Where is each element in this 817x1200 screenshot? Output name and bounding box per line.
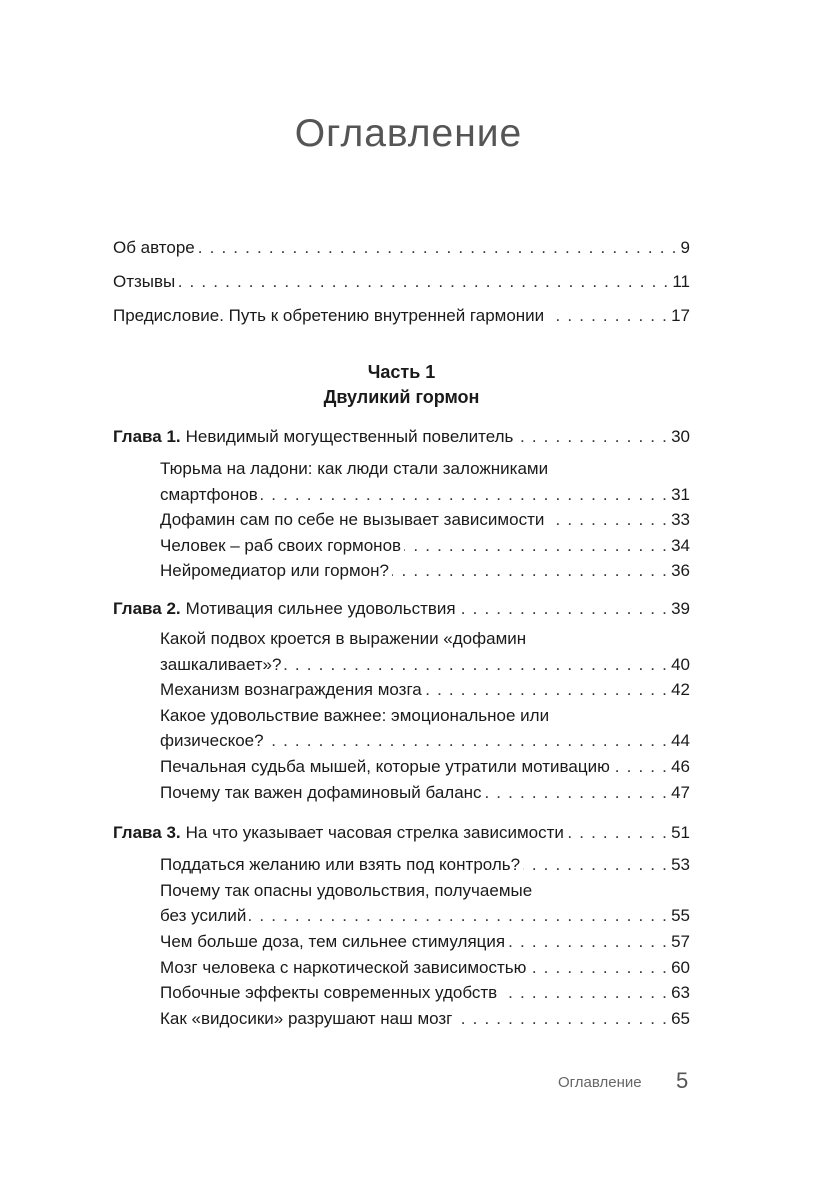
chapter-label: Глава 1. xyxy=(113,427,181,446)
entry-page: 51 xyxy=(671,823,690,843)
dot-leader xyxy=(567,820,668,846)
entry-title: Невидимый могущественный повелитель xyxy=(185,427,514,446)
dot-leader xyxy=(249,903,668,929)
entry-page: 9 xyxy=(680,238,690,257)
toc-entry xyxy=(113,820,690,846)
entry-page: 11 xyxy=(672,272,690,291)
chapter-label: Глава 3. xyxy=(113,823,181,843)
dot-leader xyxy=(508,929,668,955)
entry-title: Мотивация сильнее удовольствия xyxy=(185,598,456,618)
toc-entry xyxy=(113,482,690,508)
toc-entry xyxy=(113,1006,690,1032)
dot-leader xyxy=(267,728,669,754)
entry-title: Об авторе xyxy=(113,238,195,257)
toc-entry xyxy=(113,955,690,981)
toc-entry xyxy=(113,558,690,584)
dot-leader xyxy=(459,596,668,622)
dot-leader xyxy=(284,652,668,678)
entry-page: 63 xyxy=(671,983,690,1003)
entry-title: Предисловие. Путь к обретению внутренней гармонии xyxy=(113,306,545,325)
entry-title: Мозг человека с наркотической зависимостью xyxy=(160,957,527,977)
toc-entry xyxy=(113,677,690,703)
running-head: Оглавление xyxy=(558,1074,642,1091)
toc-entry xyxy=(113,780,690,806)
dot-leader xyxy=(198,231,678,265)
dot-leader xyxy=(529,955,668,981)
part-name: Двуликий гормон xyxy=(323,387,480,407)
toc-entry xyxy=(113,265,690,299)
dot-leader xyxy=(516,424,668,450)
dot-leader xyxy=(547,507,668,533)
dot-leader xyxy=(500,980,668,1006)
toc-entry xyxy=(113,507,690,533)
chapter-group xyxy=(113,820,690,1031)
entry-title: Побочные эффекты современных удобств xyxy=(160,983,498,1003)
toc-entry xyxy=(113,852,690,878)
section-list xyxy=(113,626,690,805)
entry-page: 40 xyxy=(671,654,690,674)
toc-entry xyxy=(113,231,690,265)
page-number: 5 xyxy=(676,1068,689,1093)
dot-leader xyxy=(613,754,668,780)
entry-page: 42 xyxy=(671,680,690,700)
entry-title-line: Почему так опасны удовольствия, получаемые xyxy=(160,880,533,900)
section-list xyxy=(113,456,690,584)
toc-entry xyxy=(113,728,690,754)
entry-title: Отзывы xyxy=(113,272,176,291)
entry-title: Поддаться желанию или взять под контроль? xyxy=(160,855,521,875)
dot-leader xyxy=(178,265,669,299)
entry-title-line: Тюрьма на ладони: как люди стали заложниками xyxy=(160,459,549,478)
entry-title: Как «видосики» разрушают наш мозг xyxy=(160,1008,453,1028)
toc-entry xyxy=(113,533,690,559)
entry-page: 65 xyxy=(671,1008,690,1028)
table-of-contents xyxy=(113,231,690,1031)
dot-leader xyxy=(404,533,668,559)
toc-entry xyxy=(113,652,690,678)
front-matter xyxy=(113,231,690,333)
toc-entry xyxy=(113,424,690,450)
chapter-label: Глава 2. xyxy=(113,598,181,618)
part-heading xyxy=(113,360,690,410)
entry-title: смартфонов xyxy=(160,484,258,504)
chapters xyxy=(113,424,690,1031)
entry-page: 57 xyxy=(671,931,690,951)
entry-page: 34 xyxy=(671,535,690,555)
entry-title: без усилий xyxy=(160,906,247,926)
toc-entry xyxy=(113,596,690,622)
entry-title: Нейромедиатор или гормон? xyxy=(160,561,389,581)
dot-leader xyxy=(392,558,668,584)
entry-page: 17 xyxy=(671,306,690,325)
entry-title: Чем больше доза, тем сильнее стимуляция xyxy=(160,931,506,951)
entry-page: 36 xyxy=(671,561,690,581)
entry-title: зашкаливает»? xyxy=(160,654,282,674)
toc-entry xyxy=(113,903,690,929)
dot-leader xyxy=(455,1006,668,1032)
entry-page: 47 xyxy=(671,782,690,802)
dot-leader xyxy=(485,780,669,806)
section-list xyxy=(113,852,690,1031)
toc-entry xyxy=(113,980,690,1006)
entry-title: Дофамин сам по себе не вызывает зависимости xyxy=(160,510,545,530)
dot-leader xyxy=(523,852,668,878)
entry-page: 30 xyxy=(671,427,690,446)
entry-title-line: Какой подвох кроется в выражении «дофамин xyxy=(160,628,527,648)
entry-page: 31 xyxy=(671,484,690,504)
toc-entry xyxy=(113,754,690,780)
entry-page: 55 xyxy=(671,906,690,926)
entry-title: На что указывает часовая стрелка зависимости xyxy=(185,823,564,843)
entry-page: 33 xyxy=(671,510,690,530)
entry-title: Почему так важен дофаминовый баланс xyxy=(160,782,482,802)
entry-page: 53 xyxy=(671,855,690,875)
dot-leader xyxy=(261,482,668,508)
entry-title: Человек – раб своих гормонов xyxy=(160,535,402,555)
entry-title: физическое? xyxy=(160,731,264,751)
chapter-group xyxy=(113,596,690,805)
chapter-group xyxy=(113,424,690,584)
entry-title-line: Какое удовольствие важнее: эмоциональное или xyxy=(160,705,550,725)
dot-leader xyxy=(547,299,668,333)
entry-page: 60 xyxy=(671,957,690,977)
entry-page: 39 xyxy=(671,598,690,618)
toc-entry xyxy=(113,299,690,333)
page-title: Оглавление xyxy=(294,112,523,155)
dot-leader xyxy=(425,677,668,703)
entry-title: Печальная судьба мышей, которые утратили мотивацию xyxy=(160,756,610,776)
part-label: Часть 1 xyxy=(367,362,436,382)
entry-page: 44 xyxy=(671,731,690,751)
entry-page: 46 xyxy=(671,756,690,776)
entry-title: Механизм вознаграждения мозга xyxy=(160,680,422,700)
toc-entry xyxy=(113,929,690,955)
